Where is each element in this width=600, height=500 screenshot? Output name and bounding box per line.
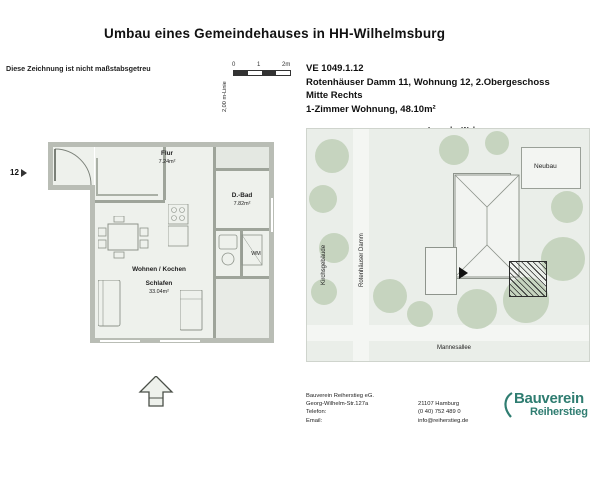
unit-address: Rotenhäuser Damm 11, Wohnung 12, 2.Obergeschoss bbox=[306, 76, 550, 88]
scale-tick-1: 1 bbox=[257, 62, 261, 68]
highlighted-unit-hatch bbox=[509, 261, 547, 297]
company-phone: (0 40) 752 489 0 bbox=[418, 409, 461, 416]
room-label-bad: D.-Bad 7.82m² bbox=[231, 192, 253, 207]
furniture-bed-icon bbox=[180, 290, 206, 334]
email-label: Email: bbox=[306, 417, 323, 424]
company-city: 21107 Hamburg bbox=[418, 401, 460, 408]
company-street: Georg-Wilhelm-Str.127a bbox=[306, 401, 369, 408]
room-label-flur: Flur 7.24m² bbox=[158, 150, 176, 165]
scale-tick-0: 0 bbox=[232, 62, 236, 68]
apartment-number-label: 12 bbox=[10, 168, 19, 177]
unit-location-marker bbox=[459, 267, 468, 279]
street-label-kirchsgebaeude: Kirchsgebäude bbox=[321, 244, 327, 285]
room-label-wm: WM bbox=[251, 251, 261, 257]
floor-plan bbox=[40, 138, 280, 350]
company-email[interactable]: info@reiherstieg.de bbox=[418, 417, 469, 424]
company-name: Bauverein Reiherstieg eG. bbox=[306, 393, 374, 399]
logo-line1: Bauverein bbox=[514, 390, 584, 407]
phone-label: Telefon: bbox=[306, 409, 327, 416]
unit-position: Mitte Rechts bbox=[306, 90, 363, 101]
logo-line2: Reiherstieg bbox=[530, 406, 588, 418]
page-title: Umbau eines Gemeindehauses in HH-Wilhelmsburg bbox=[104, 26, 446, 41]
unit-info-block bbox=[306, 62, 586, 134]
street-label-mannesallee: Mannesallee bbox=[437, 345, 472, 351]
scale-bar-graphic bbox=[233, 70, 291, 76]
unit-id: VE 1049.1.12 bbox=[306, 63, 364, 74]
apartment-number-tag bbox=[10, 168, 27, 177]
furniture-dining-set-icon bbox=[98, 216, 150, 260]
furniture-sofa-icon bbox=[98, 280, 124, 330]
furniture-kitchen-icon bbox=[168, 204, 212, 252]
entrance-arrow-icon bbox=[21, 169, 27, 177]
logo-swoosh-icon bbox=[502, 392, 514, 418]
new-building-label: Neubau bbox=[534, 163, 557, 170]
room-label-schlafen: Schlafen 33.04m² bbox=[145, 280, 173, 295]
unit-type-area: 1-Zimmer Wohnung, 48.10m² bbox=[306, 103, 436, 115]
scale-tick-2: 2m bbox=[282, 62, 291, 68]
street-label-rotenhaeuser-damm: Rotenhäuser Damm bbox=[359, 233, 365, 287]
scale-bar bbox=[232, 62, 294, 76]
room-label-wohnen-kochen: Wohnen / Kochen bbox=[132, 266, 186, 273]
new-building-box bbox=[521, 147, 581, 189]
entrance-door-swing-icon bbox=[53, 147, 95, 187]
north-arrow-icon bbox=[132, 376, 180, 410]
dimension-line-note: 2,00 m-Linie bbox=[222, 81, 228, 112]
site-map bbox=[306, 128, 590, 362]
scale-disclaimer: Diese Zeichnung ist nicht maßstabsgetreu bbox=[6, 64, 151, 73]
bauverein-logo bbox=[500, 388, 594, 426]
